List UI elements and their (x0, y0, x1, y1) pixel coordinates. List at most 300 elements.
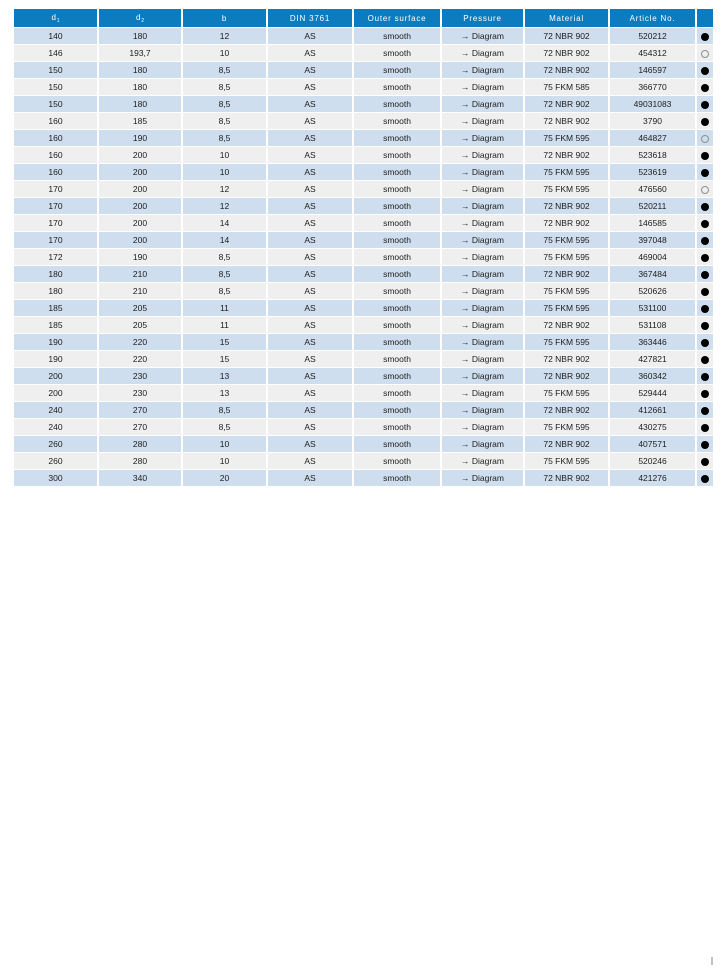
table-row (13, 368, 714, 385)
cell-pressure: → Diagram (441, 249, 524, 266)
cell-pressure: → Diagram (441, 130, 524, 147)
cell-article-no: 469004 (609, 249, 696, 266)
cell-outer-surface: smooth (353, 198, 441, 215)
cell-marker (696, 164, 714, 181)
table-row (13, 470, 714, 487)
cell-din: AS (267, 334, 353, 351)
cell-din: AS (267, 147, 353, 164)
table-row (13, 266, 714, 283)
cell-pressure: → Diagram (441, 164, 524, 181)
filled-circle-icon (701, 390, 709, 398)
cell-material: 72 NBR 902 (524, 317, 609, 334)
table-row (13, 198, 714, 215)
cell-pressure: → Diagram (441, 62, 524, 79)
cell-pressure: → Diagram (441, 300, 524, 317)
cell-article-no: 520212 (609, 28, 696, 45)
filled-circle-icon (701, 237, 709, 245)
cell-b: 14 (182, 232, 267, 249)
cell-pressure: → Diagram (441, 79, 524, 96)
table-row (13, 402, 714, 419)
filled-circle-icon (701, 288, 709, 296)
table-row (13, 334, 714, 351)
cell-din: AS (267, 436, 353, 453)
cell-din: AS (267, 368, 353, 385)
cell-d2: 200 (98, 198, 182, 215)
cell-b: 8,5 (182, 96, 267, 113)
cell-d1: 160 (13, 113, 98, 130)
table-row (13, 453, 714, 470)
cell-marker (696, 283, 714, 300)
cell-outer-surface: smooth (353, 300, 441, 317)
cell-material: 72 NBR 902 (524, 113, 609, 130)
cell-b: 15 (182, 351, 267, 368)
cell-d1: 170 (13, 198, 98, 215)
cell-article-no: 427821 (609, 351, 696, 368)
cell-b: 10 (182, 436, 267, 453)
table-row (13, 436, 714, 453)
cell-article-no: 146585 (609, 215, 696, 232)
column-header-d1: $d_1$ (13, 9, 98, 28)
table-row (13, 113, 714, 130)
filled-circle-icon (701, 271, 709, 279)
cell-article-no: 520626 (609, 283, 696, 300)
table-row (13, 300, 714, 317)
cell-article-no: 464827 (609, 130, 696, 147)
cell-d2: 180 (98, 79, 182, 96)
cell-d2: 270 (98, 402, 182, 419)
cell-article-no: 367484 (609, 266, 696, 283)
cell-outer-surface: smooth (353, 266, 441, 283)
cell-marker (696, 96, 714, 113)
cell-d1: 150 (13, 96, 98, 113)
filled-circle-icon (701, 458, 709, 466)
cell-article-no: 531108 (609, 317, 696, 334)
cell-d2: 200 (98, 232, 182, 249)
cell-d2: 180 (98, 28, 182, 45)
cell-material: 72 NBR 902 (524, 147, 609, 164)
filled-circle-icon (701, 67, 709, 75)
filled-circle-icon (701, 84, 709, 92)
cell-marker (696, 215, 714, 232)
cell-d1: 180 (13, 283, 98, 300)
cell-material: 75 FKM 595 (524, 232, 609, 249)
cell-pressure: → Diagram (441, 45, 524, 62)
cell-d1: 200 (13, 368, 98, 385)
cell-article-no: 523618 (609, 147, 696, 164)
cell-d2: 193,7 (98, 45, 182, 62)
cell-material: 72 NBR 902 (524, 266, 609, 283)
cell-marker (696, 147, 714, 164)
cell-material: 75 FKM 595 (524, 300, 609, 317)
cell-outer-surface: smooth (353, 385, 441, 402)
cell-b: 11 (182, 317, 267, 334)
cell-din: AS (267, 28, 353, 45)
cell-d2: 280 (98, 436, 182, 453)
cell-din: AS (267, 45, 353, 62)
open-circle-icon (701, 135, 709, 143)
cell-article-no: 412661 (609, 402, 696, 419)
cell-din: AS (267, 79, 353, 96)
cell-d1: 170 (13, 181, 98, 198)
cell-outer-surface: smooth (353, 470, 441, 487)
cell-outer-surface: smooth (353, 79, 441, 96)
cell-d1: 240 (13, 419, 98, 436)
filled-circle-icon (701, 101, 709, 109)
cell-outer-surface: smooth (353, 113, 441, 130)
cell-d2: 200 (98, 164, 182, 181)
cell-outer-surface: smooth (353, 453, 441, 470)
cell-b: 8,5 (182, 283, 267, 300)
cell-marker (696, 368, 714, 385)
cell-article-no: 360342 (609, 368, 696, 385)
cell-material: 72 NBR 902 (524, 28, 609, 45)
table-row (13, 28, 714, 45)
cell-din: AS (267, 62, 353, 79)
cell-pressure: → Diagram (441, 419, 524, 436)
cell-din: AS (267, 96, 353, 113)
cell-d2: 220 (98, 351, 182, 368)
cell-b: 10 (182, 164, 267, 181)
cell-material: 72 NBR 902 (524, 215, 609, 232)
cell-marker (696, 181, 714, 198)
cell-b: 20 (182, 470, 267, 487)
cell-marker (696, 351, 714, 368)
cell-din: AS (267, 181, 353, 198)
cell-b: 8,5 (182, 113, 267, 130)
cell-outer-surface: smooth (353, 62, 441, 79)
cell-article-no: 520246 (609, 453, 696, 470)
cell-pressure: → Diagram (441, 385, 524, 402)
cell-material: 75 FKM 595 (524, 283, 609, 300)
cell-d1: 150 (13, 62, 98, 79)
table-row (13, 147, 714, 164)
cell-marker (696, 419, 714, 436)
filled-circle-icon (701, 220, 709, 228)
table-row (13, 283, 714, 300)
cell-pressure: → Diagram (441, 402, 524, 419)
table-row (13, 130, 714, 147)
cell-d2: 185 (98, 113, 182, 130)
cell-marker (696, 28, 714, 45)
cell-article-no: 366770 (609, 79, 696, 96)
filled-circle-icon (701, 475, 709, 483)
cell-d1: 146 (13, 45, 98, 62)
cell-pressure: → Diagram (441, 470, 524, 487)
cell-d2: 280 (98, 453, 182, 470)
table-row (13, 62, 714, 79)
cell-outer-surface: smooth (353, 215, 441, 232)
cell-pressure: → Diagram (441, 317, 524, 334)
cell-d2: 270 (98, 419, 182, 436)
filled-circle-icon (701, 169, 709, 177)
cell-din: AS (267, 232, 353, 249)
cell-d2: 190 (98, 130, 182, 147)
filled-circle-icon (701, 33, 709, 41)
column-header-marker (696, 9, 714, 28)
cell-outer-surface: smooth (353, 45, 441, 62)
cell-material: 75 FKM 595 (524, 130, 609, 147)
cell-article-no: 363446 (609, 334, 696, 351)
cell-din: AS (267, 266, 353, 283)
column-header-material: Material (524, 9, 609, 28)
cell-material: 72 NBR 902 (524, 96, 609, 113)
cell-d2: 200 (98, 215, 182, 232)
cell-din: AS (267, 453, 353, 470)
cell-article-no: 3790 (609, 113, 696, 130)
cell-material: 72 NBR 902 (524, 45, 609, 62)
cell-pressure: → Diagram (441, 28, 524, 45)
cell-d2: 205 (98, 317, 182, 334)
cell-pressure: → Diagram (441, 232, 524, 249)
cell-d1: 260 (13, 436, 98, 453)
cell-marker (696, 198, 714, 215)
cell-b: 13 (182, 368, 267, 385)
cell-outer-surface: smooth (353, 232, 441, 249)
cell-pressure: → Diagram (441, 334, 524, 351)
cell-marker (696, 266, 714, 283)
cell-b: 12 (182, 181, 267, 198)
cell-din: AS (267, 317, 353, 334)
cell-din: AS (267, 385, 353, 402)
cell-d2: 210 (98, 266, 182, 283)
cell-b: 15 (182, 334, 267, 351)
cell-marker (696, 436, 714, 453)
cell-material: 75 FKM 595 (524, 453, 609, 470)
cell-outer-surface: smooth (353, 181, 441, 198)
cell-d1: 300 (13, 470, 98, 487)
filled-circle-icon (701, 322, 709, 330)
cell-marker (696, 334, 714, 351)
filled-circle-icon (701, 441, 709, 449)
filled-circle-icon (701, 339, 709, 347)
cell-d2: 230 (98, 368, 182, 385)
cell-marker (696, 453, 714, 470)
cell-material: 72 NBR 902 (524, 351, 609, 368)
filled-circle-icon (701, 254, 709, 262)
cell-d2: 220 (98, 334, 182, 351)
table-row (13, 45, 714, 62)
filled-circle-icon (701, 373, 709, 381)
cell-marker (696, 300, 714, 317)
cell-marker (696, 317, 714, 334)
cell-din: AS (267, 130, 353, 147)
cell-b: 12 (182, 28, 267, 45)
cell-din: AS (267, 351, 353, 368)
cell-marker (696, 45, 714, 62)
cell-b: 14 (182, 215, 267, 232)
cell-article-no: 430275 (609, 419, 696, 436)
table-row (13, 164, 714, 181)
cell-article-no: 49031083 (609, 96, 696, 113)
table-row (13, 215, 714, 232)
column-header-b: b (182, 9, 267, 28)
cell-material: 72 NBR 902 (524, 368, 609, 385)
cell-marker (696, 62, 714, 79)
cell-article-no: 454312 (609, 45, 696, 62)
cell-marker (696, 113, 714, 130)
cell-d1: 180 (13, 266, 98, 283)
cell-outer-surface: smooth (353, 28, 441, 45)
cell-d1: 260 (13, 453, 98, 470)
cell-marker (696, 385, 714, 402)
cell-d1: 160 (13, 164, 98, 181)
cell-marker (696, 470, 714, 487)
cell-article-no: 421276 (609, 470, 696, 487)
table-row (13, 419, 714, 436)
cell-article-no: 407571 (609, 436, 696, 453)
cell-b: 10 (182, 147, 267, 164)
column-header-din-3761: DIN 3761 (267, 9, 353, 28)
cell-b: 11 (182, 300, 267, 317)
cell-marker (696, 79, 714, 96)
cell-outer-surface: smooth (353, 96, 441, 113)
cell-marker (696, 249, 714, 266)
cell-din: AS (267, 215, 353, 232)
cell-din: AS (267, 419, 353, 436)
cell-b: 8,5 (182, 249, 267, 266)
table-row (13, 317, 714, 334)
cell-material: 72 NBR 902 (524, 436, 609, 453)
cell-pressure: → Diagram (441, 266, 524, 283)
cell-marker (696, 130, 714, 147)
cell-material: 72 NBR 902 (524, 470, 609, 487)
cell-d1: 185 (13, 317, 98, 334)
cell-pressure: → Diagram (441, 147, 524, 164)
cell-article-no: 531100 (609, 300, 696, 317)
cell-material: 75 FKM 595 (524, 181, 609, 198)
filled-circle-icon (701, 118, 709, 126)
table-row (13, 351, 714, 368)
open-circle-icon (701, 186, 709, 194)
filled-circle-icon (701, 203, 709, 211)
cell-d1: 140 (13, 28, 98, 45)
column-header-article-no: Article No. (609, 9, 696, 28)
cell-material: 72 NBR 902 (524, 62, 609, 79)
cell-d1: 170 (13, 232, 98, 249)
cell-d1: 190 (13, 334, 98, 351)
cell-din: AS (267, 164, 353, 181)
cell-d2: 200 (98, 181, 182, 198)
cell-pressure: → Diagram (441, 368, 524, 385)
filled-circle-icon (701, 305, 709, 313)
cell-d1: 190 (13, 351, 98, 368)
filled-circle-icon (701, 152, 709, 160)
cell-material: 75 FKM 595 (524, 334, 609, 351)
cell-d1: 172 (13, 249, 98, 266)
cell-b: 8,5 (182, 79, 267, 96)
cell-din: AS (267, 198, 353, 215)
cell-pressure: → Diagram (441, 436, 524, 453)
column-header-pressure: Pressure (441, 9, 524, 28)
cell-b: 12 (182, 198, 267, 215)
cell-din: AS (267, 249, 353, 266)
cell-d2: 180 (98, 62, 182, 79)
cell-din: AS (267, 470, 353, 487)
cell-b: 10 (182, 45, 267, 62)
cell-outer-surface: smooth (353, 402, 441, 419)
table-row (13, 79, 714, 96)
cell-d2: 190 (98, 249, 182, 266)
column-header-d2: $d_2$ (98, 9, 182, 28)
cell-din: AS (267, 402, 353, 419)
cell-b: 13 (182, 385, 267, 402)
filled-circle-icon (701, 356, 709, 364)
cell-d1: 160 (13, 147, 98, 164)
cell-d1: 185 (13, 300, 98, 317)
cell-pressure: → Diagram (441, 215, 524, 232)
cell-material: 75 FKM 595 (524, 385, 609, 402)
table-header-row (13, 9, 714, 28)
cell-marker (696, 402, 714, 419)
cell-article-no: 397048 (609, 232, 696, 249)
cell-din: AS (267, 113, 353, 130)
filled-circle-icon (701, 407, 709, 415)
filled-circle-icon (701, 424, 709, 432)
cell-marker (696, 232, 714, 249)
column-header-outer-surface: Outer surface (353, 9, 441, 28)
cell-din: AS (267, 300, 353, 317)
cell-pressure: → Diagram (441, 181, 524, 198)
cell-material: 75 FKM 595 (524, 249, 609, 266)
cell-outer-surface: smooth (353, 317, 441, 334)
cell-pressure: → Diagram (441, 96, 524, 113)
cell-outer-surface: smooth (353, 419, 441, 436)
cell-outer-surface: smooth (353, 368, 441, 385)
cell-material: 75 FKM 595 (524, 419, 609, 436)
cell-pressure: → Diagram (441, 351, 524, 368)
cell-outer-surface: smooth (353, 436, 441, 453)
column-header-subscript: 1 (56, 17, 60, 24)
table-row (13, 181, 714, 198)
cell-d1: 150 (13, 79, 98, 96)
cell-d2: 230 (98, 385, 182, 402)
cell-article-no: 523619 (609, 164, 696, 181)
open-circle-icon (701, 50, 709, 58)
cell-pressure: → Diagram (441, 113, 524, 130)
cell-material: 72 NBR 902 (524, 198, 609, 215)
cell-d2: 200 (98, 147, 182, 164)
cell-d1: 170 (13, 215, 98, 232)
cell-outer-surface: smooth (353, 164, 441, 181)
cell-b: 8,5 (182, 62, 267, 79)
cell-pressure: → Diagram (441, 283, 524, 300)
cell-outer-surface: smooth (353, 130, 441, 147)
cell-material: 75 FKM 585 (524, 79, 609, 96)
cell-pressure: → Diagram (441, 453, 524, 470)
cell-d2: 205 (98, 300, 182, 317)
product-table (12, 8, 715, 487)
cell-article-no: 146597 (609, 62, 696, 79)
cell-material: 75 FKM 595 (524, 164, 609, 181)
cell-d2: 180 (98, 96, 182, 113)
cell-b: 8,5 (182, 130, 267, 147)
table-row (13, 232, 714, 249)
cell-outer-surface: smooth (353, 147, 441, 164)
cell-d1: 240 (13, 402, 98, 419)
cell-outer-surface: smooth (353, 283, 441, 300)
table-row (13, 249, 714, 266)
cell-din: AS (267, 283, 353, 300)
cell-material: 72 NBR 902 (524, 402, 609, 419)
cell-d1: 200 (13, 385, 98, 402)
cell-article-no: 476560 (609, 181, 696, 198)
cell-article-no: 520211 (609, 198, 696, 215)
cell-b: 8,5 (182, 402, 267, 419)
cell-d2: 210 (98, 283, 182, 300)
cell-b: 8,5 (182, 419, 267, 436)
cell-b: 8,5 (182, 266, 267, 283)
cell-outer-surface: smooth (353, 334, 441, 351)
